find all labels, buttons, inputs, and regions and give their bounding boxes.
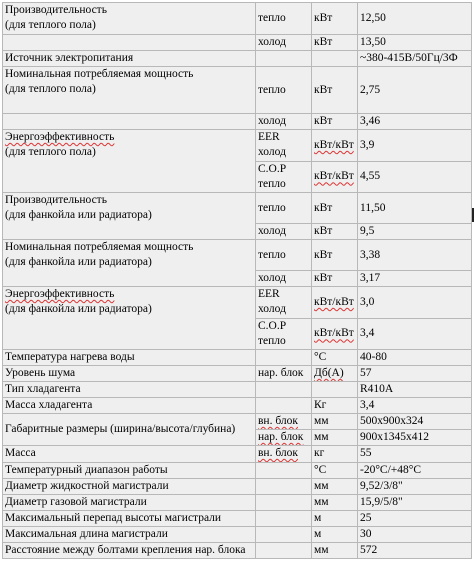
mode-cell: тепло [256,3,312,35]
cop-label: C.O.P [258,319,287,332]
spec-label [3,240,256,287]
mode-cell [256,511,312,527]
mode-cell [256,430,312,446]
spec-label [3,130,256,193]
mode-cell [256,51,312,67]
unit-cell: м [312,527,358,543]
spec-label-text: (для фанкойла или радиатора) [5,209,152,221]
spec-label [3,287,256,350]
value-cell: 15,9/5/8" [358,495,472,511]
spec-label [3,67,256,114]
unit-cell: кВт [312,271,358,287]
spec-label-line [5,130,253,145]
spec-label: Максимальная длина магистрали [3,527,256,543]
spec-label-text: Энергоэффективность [5,288,115,300]
spec-label: Максимальный перепад высоты магистрали [3,511,256,527]
mode-cell [256,287,312,319]
unit-cell: мм [312,479,358,495]
mode-text: вн. блок [258,415,298,427]
unit-text: кВт/кВт [314,295,354,308]
value-cell: 9,5 [358,224,472,240]
spec-label: Источник электропитания [3,51,256,67]
table-row [3,382,472,398]
spec-label-text: Энергоэффективность [5,131,115,143]
mode-cell [256,398,312,414]
unit-cell: кВт [312,3,358,35]
spec-label-line: (для фанкойла или радиатора) [5,256,152,268]
mode-cell: холод [256,114,312,130]
table-row [3,130,472,162]
spec-label-line: (для теплого пола) [5,83,96,95]
table-row [3,527,472,543]
mode-cell [256,495,312,511]
value-cell: R410A [358,382,472,398]
value-cell: 3,9 [358,130,472,162]
unit-text: Дб(А) [314,367,344,379]
text-cursor-mark [472,208,474,222]
table-row [3,511,472,527]
table-row [3,240,472,271]
unit-cell: °C [312,463,358,479]
value-cell: 25 [358,511,472,527]
spec-label-line [5,287,253,302]
value-cell: 57 [358,366,472,382]
table-row [3,366,472,382]
unit-cell [312,287,358,319]
table-row [3,543,472,559]
mode-cell [256,382,312,398]
spec-label [3,114,256,130]
spec-label: Уровень шума [3,366,256,382]
unit-text: кВт/кВт [314,327,354,340]
eer-label: EER [258,288,280,300]
mode-label: холод [258,303,286,315]
table-row [3,193,472,224]
unit-cell: °C [312,350,358,366]
value-cell: 12,50 [358,3,472,35]
mode-cell: холод [256,35,312,51]
spec-label: Диаметр газовой магистрали [3,495,256,511]
value-cell: 3,17 [358,271,472,287]
unit-cell: кВт [312,67,358,114]
mode-cell [256,130,312,162]
unit-cell: кВт [312,193,358,224]
mode-cell [256,543,312,559]
unit-cell [312,161,358,193]
spec-label-line [5,208,253,223]
mode-cell: тепло [256,240,312,271]
table-row [3,446,472,463]
value-cell: 11,50 [358,193,472,224]
mode-cell: холод [256,224,312,240]
specifications-table [2,2,472,559]
value-cell: 500x900x324 [358,414,472,430]
value-cell: ~380-415В/50Гц/3Ф [358,51,472,67]
mode-cell [256,318,312,350]
spec-label: Масса [3,446,256,463]
mode-cell: холод [256,271,312,287]
mode-cell [256,479,312,495]
unit-cell: мм [312,430,358,446]
value-cell: 3,38 [358,240,472,271]
spec-label [3,35,256,51]
mode-text: нар. блок [258,431,304,443]
unit-cell: мм [312,495,358,511]
spec-label: Тип хладагента [3,382,256,398]
spec-label: Температурный диапазон работы [3,463,256,479]
mode-cell: нар. блок [256,366,312,382]
spec-label: Масса хладагента [3,398,256,414]
mode-cell [256,161,312,193]
spec-label: Диаметр жидкостной магистрали [3,479,256,495]
spec-label [3,3,256,35]
unit-cell [312,51,358,67]
unit-cell: кг [312,446,358,463]
unit-cell: кВт [312,224,358,240]
mode-cell [256,527,312,543]
value-cell: 40-80 [358,350,472,366]
unit-cell [312,130,358,162]
mode-cell: тепло [256,193,312,224]
unit-cell: кВт [312,240,358,271]
unit-cell: кВт [312,114,358,130]
mode-text: вн. блок [258,447,298,459]
spec-label-line: (для теплого пола) [5,146,96,158]
unit-cell: мм [312,543,358,559]
table-row [3,51,472,67]
unit-cell: м [312,511,358,527]
spec-label-line: (для фанкойла или радиатора) [5,303,152,315]
mode-cell [256,414,312,430]
value-cell: 55 [358,446,472,463]
unit-cell: кВт [312,35,358,51]
table-row [3,287,472,319]
table-row [3,114,472,130]
mode-cell: тепло [256,67,312,114]
spec-label-line: Номинальная потребляемая мощность [5,68,194,80]
unit-cell: Кг [312,398,358,414]
spec-label [3,193,256,240]
value-cell: 3,4 [358,398,472,414]
value-cell: 3,0 [358,287,472,319]
spec-label-line: Производительность [5,194,107,206]
spec-label: Температура нагрева воды [3,350,256,366]
mode-label: тепло [258,334,286,347]
value-cell: 3,4 [358,318,472,350]
value-cell: 4,55 [358,161,472,193]
table-row [3,398,472,414]
unit-cell: мм [312,414,358,430]
value-cell: 3,46 [358,114,472,130]
mode-cell [256,446,312,463]
cop-label: C.O.P [258,162,287,175]
value-cell: -20°C/+48°C [358,463,472,479]
mode-cell [256,463,312,479]
unit-text: кВт/кВт [314,138,354,151]
value-cell: 9,52/3/8" [358,479,472,495]
mode-cell [256,350,312,366]
table-row [3,495,472,511]
value-cell: 30 [358,527,472,543]
table-row [3,350,472,366]
mode-label: холод [258,146,286,158]
value-cell: 900x1345x412 [358,430,472,446]
value-cell: 2,75 [358,67,472,114]
spec-label: Габаритные размеры (ширина/высота/глубина) [3,414,256,446]
spec-label: Расстояние между болтами крепления нар. блока [3,543,256,559]
eer-label: EER [258,131,280,143]
value-cell: 572 [358,543,472,559]
table-row [3,463,472,479]
unit-cell [312,366,358,382]
unit-cell [312,318,358,350]
unit-cell [312,382,358,398]
table-row [3,35,472,51]
mode-label: тепло [258,177,286,190]
table-row [3,479,472,495]
table-row [3,414,472,430]
spec-label-line: (для теплого пола) [5,19,96,31]
spec-label-line: Производительность [5,4,107,16]
spec-label-line: Номинальная потребляемая мощность [5,241,194,253]
unit-text: кВт/кВт [314,170,354,183]
value-cell: 13,50 [358,35,472,51]
